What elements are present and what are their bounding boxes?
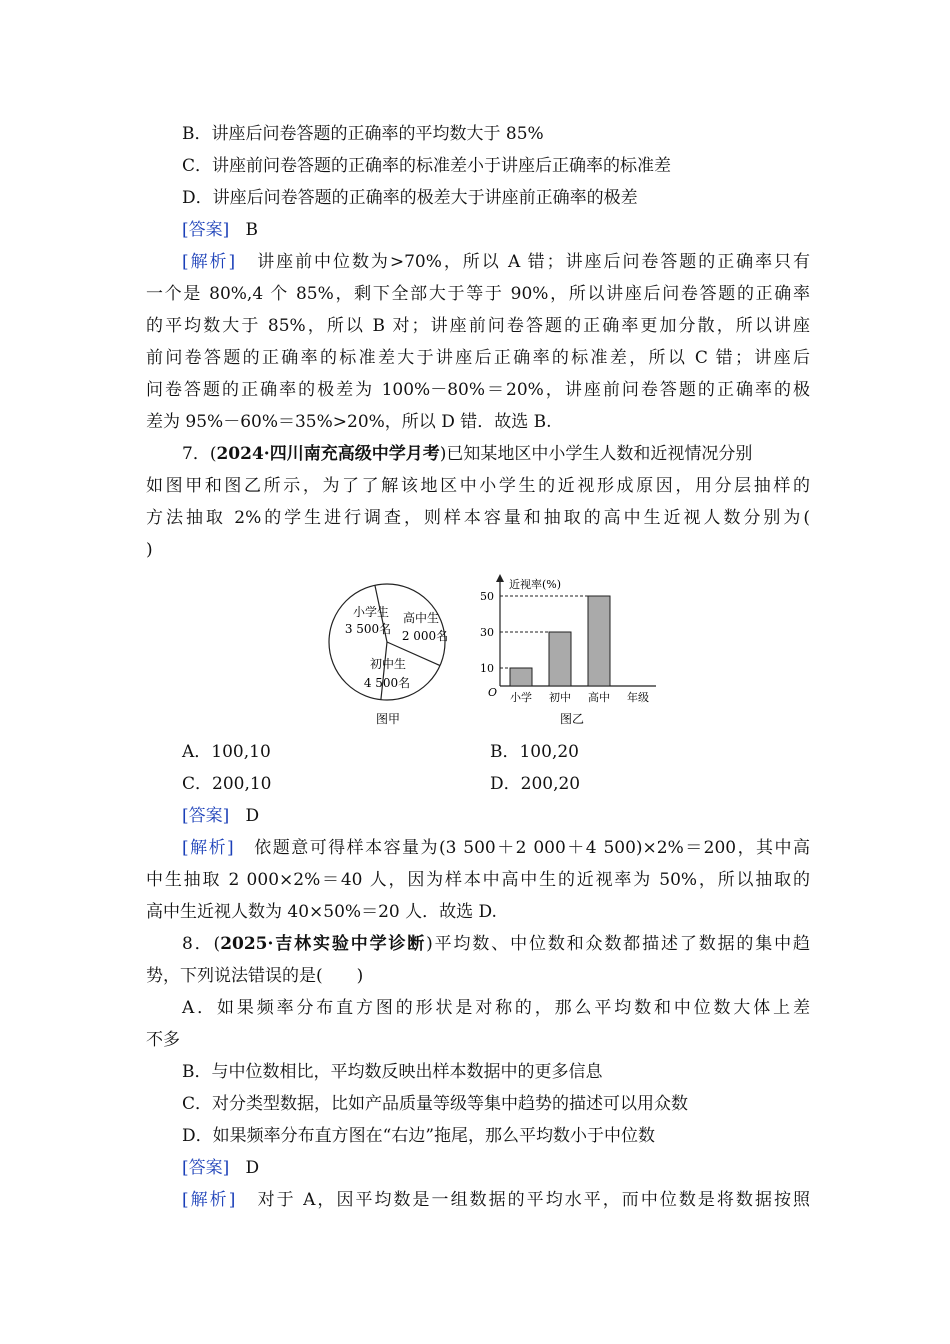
q8-option-a-line-2: 不多	[146, 1030, 180, 1050]
q7-stem-line-2: 如图甲和图乙所示，为了了解该地区中小学生的近视形成原因，用分层抽样的	[146, 476, 810, 496]
q8-option-d: D．如果频率分布直方图在“右边”拖尾，那么平均数小于中位数	[182, 1126, 656, 1146]
q6-answer-line	[182, 218, 810, 242]
pie-label-high-count: 2 000名	[401, 629, 449, 643]
q6-analysis-line-1	[182, 250, 810, 274]
question-number: 8．	[182, 934, 214, 954]
q7-figures	[318, 570, 670, 730]
q8-option-a-line-1: A．如果频率分布直方图的形状是对称的，那么平均数和中位数大体上差	[182, 998, 810, 1018]
answer-value: B	[245, 220, 258, 240]
q7-option-d: D．200,20	[490, 774, 581, 794]
q7-analysis-line-1	[182, 836, 810, 860]
question-number: 7．	[182, 444, 210, 464]
answer-value: D	[245, 806, 260, 826]
q8-analysis-line-1	[182, 1188, 810, 1212]
q6-option-c: C．讲座前问卷答题的正确率的标准差小于讲座后正确率的标准差	[182, 156, 672, 176]
pie-label-primary-name: 小学生	[352, 605, 390, 619]
pie-label-middle-count: 4 500名	[363, 676, 411, 690]
q6-option-b: B．讲座后问卷答题的正确率的平均数大于 85%	[182, 124, 544, 144]
analysis-text: 讲座前中位数为>70%，所以 A 错；讲座后问卷答题的正确率只有	[257, 252, 810, 272]
q6-analysis-line-4: 前问卷答题的正确率的标准差大于讲座后正确率的标准差，所以 C 错；讲座后	[146, 348, 810, 368]
q6-analysis-line-6: 差为 95%－60%＝35%>20%，所以 D 错．故选 B.	[146, 412, 552, 432]
q7-analysis-line-2: 中生抽取 2 000×2%＝40 人，因为样本中高中生的近视率为 50%，所以抽取的	[146, 870, 810, 890]
x-tick-label: 高中	[588, 691, 610, 704]
q7-option-a: A．100,10	[182, 742, 271, 762]
pie-label-primary-count: 3 500名	[344, 622, 392, 636]
q7-stem-line-4: )	[146, 540, 153, 560]
y-tick-label: 10	[480, 662, 494, 675]
y-axis-label: 近视率(%)	[509, 578, 562, 591]
x-tick-label: 初中	[549, 691, 571, 704]
pie-chart	[329, 584, 448, 726]
q8-option-b: B．与中位数相比，平均数反映出样本数据中的更多信息	[182, 1062, 603, 1082]
question-source: 2024·四川南充高级中学月考	[216, 444, 440, 464]
q8-option-c: C．对分类型数据，比如产品质量等级等集中趋势的描述可以用众数	[182, 1094, 689, 1114]
analysis-tag: [解析]	[182, 252, 236, 272]
stem-text: 已知某地区中小学生人数和近视情况分别	[446, 444, 753, 464]
q6-option-d: D．讲座后问卷答题的正确率的极差大于讲座前正确率的极差	[182, 188, 638, 208]
origin-label: O	[488, 686, 498, 699]
answer-tag: [答案]	[182, 806, 230, 826]
analysis-text: 对于 A，因平均数是一组数据的平均水平，而中位数是将数据按照	[257, 1190, 811, 1210]
x-tick-label: 小学	[510, 691, 532, 704]
analysis-text: 依题意可得样本容量为(3 500＋2 000＋4 500)×2%＝200，其中高	[254, 838, 810, 858]
q7-option-b: B．100,20	[490, 742, 579, 762]
bar-小学	[510, 668, 532, 686]
q7-analysis-line-3: 高中生近视人数为 40×50%＝20 人．故选 D.	[146, 902, 497, 922]
bar-chart	[480, 574, 656, 726]
q8-answer-line	[182, 1156, 810, 1180]
q7-answer-line	[182, 804, 810, 828]
answer-tag: [答案]	[182, 1158, 230, 1178]
analysis-tag: [解析]	[182, 1190, 236, 1210]
q7-option-c: C．200,10	[182, 774, 272, 794]
q7-stem-line-3: 方法抽取 2%的学生进行调查，则样本容量和抽取的高中生近视人数分别为(	[146, 508, 810, 528]
x-axis-label: 年级	[627, 691, 649, 704]
y-tick-label: 30	[480, 626, 494, 639]
bar-高中	[588, 596, 610, 686]
bar-caption: 图乙	[559, 712, 585, 726]
bar-初中	[549, 632, 571, 686]
analysis-tag: [解析]	[182, 838, 234, 858]
q8-stem-line-1: 8．(2025·吉林实验中学诊断)平均数、中位数和众数都描述了数据的集中趋	[182, 934, 811, 954]
q7-stem-line-1: 7．(2024·四川南充高级中学月考)已知某地区中小学生人数和近视情况分别	[182, 444, 753, 464]
y-axis-arrow	[496, 574, 504, 582]
q6-analysis-line-2: 一个是 80%,4 个 85%，剩下全部大于等于 90%，所以讲座后问卷答题的正确率	[146, 284, 810, 304]
answer-value: D	[245, 1158, 260, 1178]
q6-analysis-line-5: 问卷答题的正确率的极差为 100%－80%＝20%，讲座前问卷答题的正确率的极	[146, 380, 810, 400]
pie-label-high-name: 高中生	[402, 611, 440, 625]
stem-text: 平均数、中位数和众数都描述了数据的集中趋	[432, 934, 811, 954]
answer-tag: [答案]	[182, 220, 230, 240]
pie-label-middle-name: 初中生	[369, 657, 407, 671]
pie-caption: 图甲	[375, 712, 401, 726]
y-tick-label: 50	[480, 590, 494, 603]
question-source: 2025·吉林实验中学诊断	[220, 934, 427, 954]
q6-analysis-line-3: 的平均数大于 85%，所以 B 对；讲座前问卷答题的正确率更加分散，所以讲座	[146, 316, 810, 336]
q8-stem-line-2: 势，下列说法错误的是( )	[146, 966, 364, 986]
